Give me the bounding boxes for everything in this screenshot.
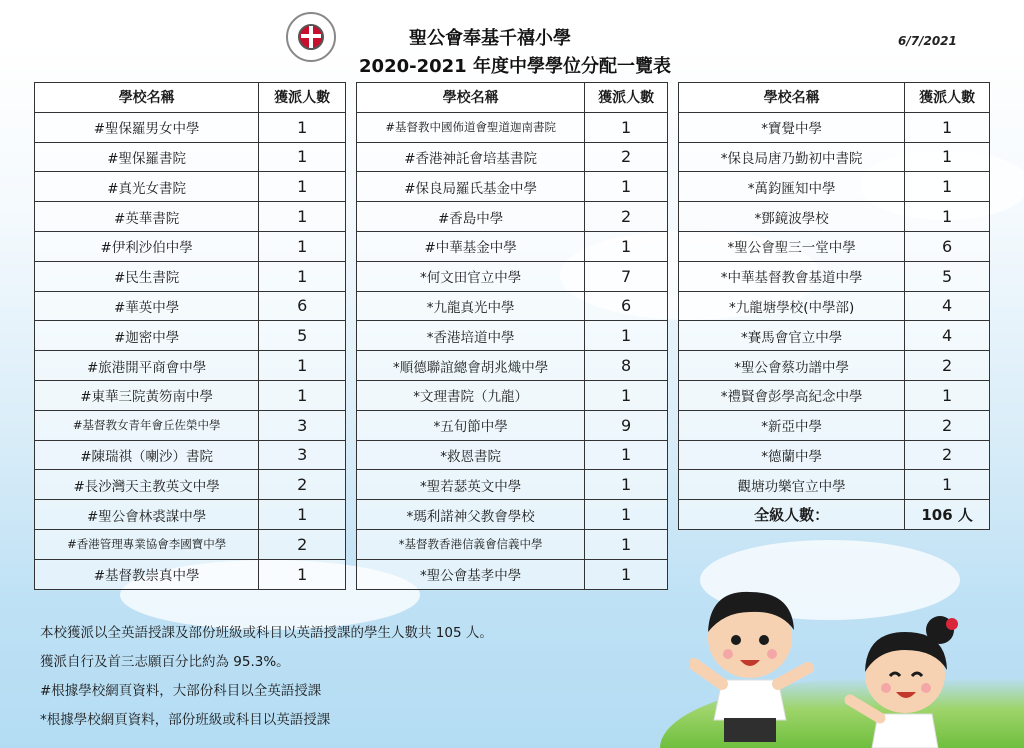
table-row bbox=[35, 500, 346, 530]
allocation-count-cell: 5 bbox=[259, 321, 346, 351]
school-name-cell: #聖公會林裘謀中學 bbox=[35, 500, 259, 530]
allocation-count-cell: 1 bbox=[259, 500, 346, 530]
table-row bbox=[357, 112, 668, 142]
table-row bbox=[679, 142, 990, 172]
table-row bbox=[357, 559, 668, 589]
allocation-count-cell: 1 bbox=[259, 202, 346, 232]
table-row bbox=[679, 440, 990, 470]
school-name-cell: #旅港開平商會中學 bbox=[35, 351, 259, 381]
note-hash-legend: #根據學校網頁資料，大部份科目以全英語授課 bbox=[40, 683, 322, 699]
table-row bbox=[357, 291, 668, 321]
column-header-school: 學校名稱 bbox=[357, 83, 585, 113]
allocation-count-cell: 2 bbox=[585, 142, 668, 172]
school-name-cell: *香港培道中學 bbox=[357, 321, 585, 351]
allocation-count-cell: 1 bbox=[585, 440, 668, 470]
allocation-count-cell: 1 bbox=[259, 351, 346, 381]
page-header bbox=[0, 0, 1024, 80]
table-row bbox=[679, 112, 990, 142]
allocation-count-cell: 4 bbox=[905, 291, 990, 321]
allocation-count-cell: 1 bbox=[905, 470, 990, 500]
school-name-cell: #基督教中國佈道會聖道迦南書院 bbox=[357, 112, 585, 142]
school-name-cell: *賽馬會官立中學 bbox=[679, 321, 905, 351]
school-name-cell: #聖保羅書院 bbox=[35, 142, 259, 172]
notes-section bbox=[40, 624, 493, 740]
note-english-medium-count: 本校獲派以全英語授課及部份班級或科目以英語授課的學生人數共 105 人。 bbox=[40, 625, 493, 641]
table-row bbox=[357, 380, 668, 410]
allocation-table-1 bbox=[34, 82, 346, 590]
allocation-count-cell: 1 bbox=[259, 380, 346, 410]
allocation-count-cell: 1 bbox=[585, 231, 668, 261]
allocation-count-cell: 1 bbox=[585, 172, 668, 202]
school-name-cell: #東華三院黃笏南中學 bbox=[35, 380, 259, 410]
school-name-cell: *文理書院（九龍） bbox=[357, 380, 585, 410]
allocation-count-cell: 1 bbox=[905, 380, 990, 410]
allocation-count-cell: 2 bbox=[905, 351, 990, 381]
table-row bbox=[357, 440, 668, 470]
allocation-count-cell: 3 bbox=[259, 410, 346, 440]
allocation-table-2 bbox=[356, 82, 668, 590]
allocation-count-cell: 2 bbox=[585, 202, 668, 232]
school-name-cell: *聖公會蔡功譜中學 bbox=[679, 351, 905, 381]
column-header-school: 學校名稱 bbox=[679, 83, 905, 113]
document-date: 6/7/2021 bbox=[898, 34, 957, 48]
column-header-school: 學校名稱 bbox=[35, 83, 259, 113]
school-logo bbox=[286, 12, 336, 62]
school-name-cell: *救恩書院 bbox=[357, 440, 585, 470]
allocation-count-cell: 4 bbox=[905, 321, 990, 351]
school-name-cell: #民生書院 bbox=[35, 261, 259, 291]
column-header-count: 獲派人數 bbox=[585, 83, 668, 113]
allocation-count-cell: 1 bbox=[905, 142, 990, 172]
allocation-count-cell: 1 bbox=[905, 112, 990, 142]
allocation-count-cell: 1 bbox=[905, 202, 990, 232]
girl-illustration bbox=[850, 616, 958, 748]
allocation-count-cell: 6 bbox=[585, 291, 668, 321]
school-name-cell: *順德聯誼總會胡兆熾中學 bbox=[357, 351, 585, 381]
allocation-count-cell: 1 bbox=[259, 112, 346, 142]
allocation-count-cell: 6 bbox=[905, 231, 990, 261]
allocation-count-cell: 1 bbox=[259, 231, 346, 261]
allocation-count-cell: 1 bbox=[585, 500, 668, 530]
school-name-cell: #保良局羅氏基金中學 bbox=[357, 172, 585, 202]
school-name-cell: #中華基金中學 bbox=[357, 231, 585, 261]
page-title: 2020-2021 年度中學學位分配一覽表 bbox=[359, 56, 671, 77]
allocation-count-cell: 1 bbox=[585, 112, 668, 142]
school-name-cell: #長沙灣天主教英文中學 bbox=[35, 470, 259, 500]
table-row bbox=[357, 202, 668, 232]
table-row bbox=[357, 500, 668, 530]
allocation-count-cell: 3 bbox=[259, 440, 346, 470]
school-name-cell: *寶覺中學 bbox=[679, 112, 905, 142]
school-name-cell: #基督教崇真中學 bbox=[35, 559, 259, 589]
school-name-cell: #香島中學 bbox=[357, 202, 585, 232]
table-row bbox=[679, 202, 990, 232]
table-row bbox=[35, 410, 346, 440]
note-star-legend: *根據學校網頁資料，部份班級或科目以英語授課 bbox=[40, 712, 331, 728]
school-name-cell: *何文田官立中學 bbox=[357, 261, 585, 291]
school-name-cell: *萬鈞匯知中學 bbox=[679, 172, 905, 202]
school-name-cell: *九龍真光中學 bbox=[357, 291, 585, 321]
allocation-count-cell: 2 bbox=[905, 440, 990, 470]
allocation-table-3 bbox=[678, 82, 990, 530]
table-row bbox=[357, 261, 668, 291]
allocation-count-cell: 1 bbox=[259, 142, 346, 172]
allocation-count-cell: 5 bbox=[905, 261, 990, 291]
table-row bbox=[35, 440, 346, 470]
school-name-cell: *新亞中學 bbox=[679, 410, 905, 440]
school-name-cell: *聖公會聖三一堂中學 bbox=[679, 231, 905, 261]
table-row bbox=[35, 291, 346, 321]
school-name-cell: *中華基督教會基道中學 bbox=[679, 261, 905, 291]
allocation-count-cell: 2 bbox=[259, 470, 346, 500]
school-name-cell: *德蘭中學 bbox=[679, 440, 905, 470]
table-header-row bbox=[679, 83, 990, 113]
table-row bbox=[679, 291, 990, 321]
table-row bbox=[679, 172, 990, 202]
allocation-count-cell: 1 bbox=[585, 559, 668, 589]
table-row bbox=[679, 410, 990, 440]
table-row bbox=[35, 112, 346, 142]
table-row bbox=[35, 380, 346, 410]
table-row bbox=[357, 410, 668, 440]
cartoon-kids-illustration bbox=[690, 580, 990, 748]
table-row bbox=[679, 261, 990, 291]
table-row bbox=[35, 231, 346, 261]
school-name-cell: #基督教女青年會丘佐榮中學 bbox=[35, 410, 259, 440]
school-name-cell: 觀塘功樂官立中學 bbox=[679, 470, 905, 500]
table-row bbox=[679, 470, 990, 500]
allocation-count-cell: 8 bbox=[585, 351, 668, 381]
allocation-count-cell: 1 bbox=[585, 380, 668, 410]
school-name-cell: #香港管理專業協會李國寶中學 bbox=[35, 529, 259, 559]
table-row bbox=[679, 321, 990, 351]
allocation-count-cell: 2 bbox=[259, 529, 346, 559]
allocation-count-cell: 1 bbox=[259, 172, 346, 202]
allocation-count-cell: 1 bbox=[585, 470, 668, 500]
school-name-cell: *瑪利諾神父教會學校 bbox=[357, 500, 585, 530]
note-choice-percentage: 獲派自行及首三志願百分比約為 95.3%。 bbox=[40, 654, 290, 670]
school-name: 聖公會奉基千禧小學 bbox=[409, 28, 571, 49]
table-row bbox=[357, 172, 668, 202]
allocation-count-cell: 6 bbox=[259, 291, 346, 321]
table-header-row bbox=[357, 83, 668, 113]
table-row bbox=[35, 351, 346, 381]
allocation-count-cell: 9 bbox=[585, 410, 668, 440]
allocation-count-cell: 1 bbox=[585, 321, 668, 351]
table-row bbox=[357, 142, 668, 172]
table-row bbox=[679, 231, 990, 261]
school-name-cell: *九龍塘學校(中學部) bbox=[679, 291, 905, 321]
school-name-cell: *聖公會基孝中學 bbox=[357, 559, 585, 589]
school-name-cell: *聖若瑟英文中學 bbox=[357, 470, 585, 500]
school-name-cell: #真光女書院 bbox=[35, 172, 259, 202]
allocation-count-cell: 1 bbox=[259, 559, 346, 589]
school-name-cell: #陳瑞祺（喇沙）書院 bbox=[35, 440, 259, 470]
school-name-cell: *鄧鏡波學校 bbox=[679, 202, 905, 232]
table-row bbox=[35, 142, 346, 172]
school-name-cell: #香港神託會培基書院 bbox=[357, 142, 585, 172]
allocation-count-cell: 1 bbox=[905, 172, 990, 202]
table-row bbox=[357, 231, 668, 261]
table-row bbox=[35, 172, 346, 202]
allocation-count-cell: 7 bbox=[585, 261, 668, 291]
school-name-cell: *基督教香港信義會信義中學 bbox=[357, 529, 585, 559]
allocation-count-cell: 2 bbox=[905, 410, 990, 440]
allocation-count-cell: 1 bbox=[585, 529, 668, 559]
table-row bbox=[679, 380, 990, 410]
table-row bbox=[35, 321, 346, 351]
table-row bbox=[35, 470, 346, 500]
school-name-cell: #聖保羅男女中學 bbox=[35, 112, 259, 142]
table-row bbox=[357, 529, 668, 559]
total-row bbox=[679, 500, 990, 530]
table-row bbox=[357, 321, 668, 351]
school-name-cell: #伊利沙伯中學 bbox=[35, 231, 259, 261]
boy-illustration bbox=[694, 592, 808, 742]
table-row bbox=[35, 261, 346, 291]
school-name-cell: #英華書院 bbox=[35, 202, 259, 232]
column-header-count: 獲派人數 bbox=[905, 83, 990, 113]
allocation-count-cell: 1 bbox=[259, 261, 346, 291]
school-name-cell: *保良局唐乃勤初中書院 bbox=[679, 142, 905, 172]
total-value: 106 人 bbox=[905, 500, 990, 530]
school-name-cell: *禮賢會彭學高紀念中學 bbox=[679, 380, 905, 410]
table-row bbox=[679, 351, 990, 381]
column-header-count: 獲派人數 bbox=[259, 83, 346, 113]
table-row bbox=[357, 351, 668, 381]
table-row bbox=[357, 470, 668, 500]
total-label: 全級人數： bbox=[679, 500, 905, 530]
table-row bbox=[35, 529, 346, 559]
table-row bbox=[35, 202, 346, 232]
school-name-cell: *五旬節中學 bbox=[357, 410, 585, 440]
table-header-row bbox=[35, 83, 346, 113]
table-row bbox=[35, 559, 346, 589]
school-name-cell: #華英中學 bbox=[35, 291, 259, 321]
school-name-cell: #迦密中學 bbox=[35, 321, 259, 351]
